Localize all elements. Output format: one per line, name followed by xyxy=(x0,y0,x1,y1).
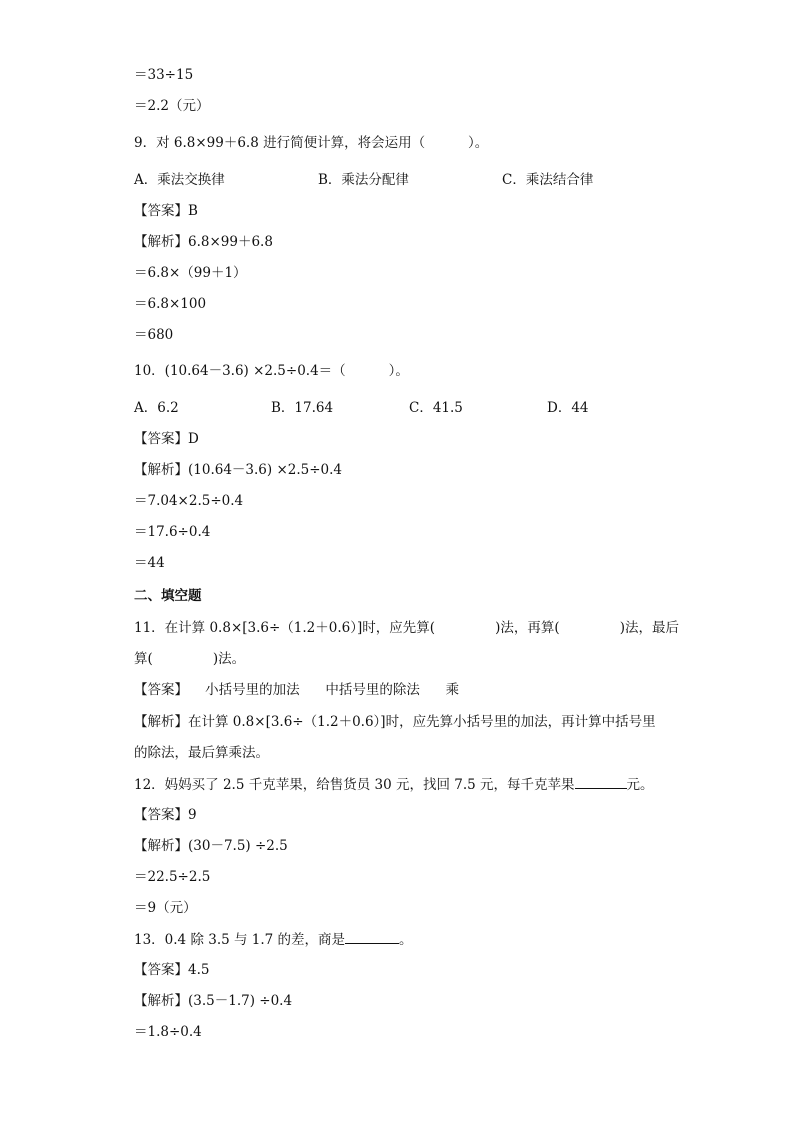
calc-line: ＝6.8×100 xyxy=(134,296,207,312)
question-11-cont: 算( )法。 xyxy=(134,651,246,667)
q10-explanation: 【解析】(10.64－3.6) ×2.5÷0.4 xyxy=(134,462,343,478)
q13-explanation: 【解析】(3.5－1.7) ÷0.4 xyxy=(134,993,293,1009)
q9-option-c: C．乘法结合律 xyxy=(502,172,594,188)
question-11: 11．在计算 0.8×[3.6÷（1.2＋0.6）]时，应先算( )法，再算( )法，最后 xyxy=(134,620,679,636)
q10-option-a: A．6.2 xyxy=(134,400,179,416)
question-10: 10．(10.64－3.6) ×2.5÷0.4＝（ ）。 xyxy=(134,363,409,379)
q12-unit: 元。 xyxy=(626,777,654,793)
q11-answer: 【答案】 小括号里的加法 中括号里的除法 乘 xyxy=(134,682,460,698)
calc-line: ＝1.8÷0.4 xyxy=(134,1024,202,1040)
q11-explanation: 【解析】在计算 0.8×[3.6÷（1.2＋0.6）]时，应先算小括号里的加法，再计算中括号里 xyxy=(134,714,656,730)
calc-line: ＝22.5÷2.5 xyxy=(134,869,211,885)
q9-option-b: B．乘法分配律 xyxy=(318,172,409,188)
q10-option-b: B．17.64 xyxy=(271,400,334,416)
q11-explanation-cont: 的除法，最后算乘法。 xyxy=(134,745,269,761)
q10-option-c: C．41.5 xyxy=(409,400,463,416)
q9-answer: 【答案】B xyxy=(134,203,198,219)
answer-blank xyxy=(575,775,627,789)
calc-line: ＝33÷15 xyxy=(134,67,194,83)
q9-explanation: 【解析】6.8×99＋6.8 xyxy=(134,234,273,250)
calc-line: ＝44 xyxy=(134,555,165,571)
question-9: 9．对 6.8×99＋6.8 进行简便计算，将会运用（ ）。 xyxy=(134,135,489,151)
calc-line: ＝7.04×2.5÷0.4 xyxy=(134,493,244,509)
question-12 xyxy=(134,775,654,794)
q12-text: 12．妈妈买了 2.5 千克苹果，给售货员 30 元，找回 7.5 元，每千克苹果 xyxy=(134,777,575,793)
calc-line: ＝9（元） xyxy=(134,900,197,916)
calc-line: ＝6.8×（99＋1） xyxy=(134,265,247,281)
question-13 xyxy=(134,930,413,949)
calc-line: ＝2.2（元） xyxy=(134,98,210,114)
q13-end: 。 xyxy=(399,932,413,948)
calc-line: ＝17.6÷0.4 xyxy=(134,524,211,540)
calc-line: ＝680 xyxy=(134,327,174,343)
q10-answer: 【答案】D xyxy=(134,431,199,447)
answer-blank xyxy=(345,930,399,944)
q9-option-a: A．乘法交换律 xyxy=(134,172,225,188)
q13-answer: 【答案】4.5 xyxy=(134,962,210,978)
q12-answer: 【答案】9 xyxy=(134,807,197,823)
q10-option-d: D．44 xyxy=(547,400,589,416)
q13-text: 13．0.4 除 3.5 与 1.7 的差，商是 xyxy=(134,932,346,948)
section-heading: 二、填空题 xyxy=(134,588,202,604)
q12-explanation: 【解析】(30－7.5) ÷2.5 xyxy=(134,838,288,854)
